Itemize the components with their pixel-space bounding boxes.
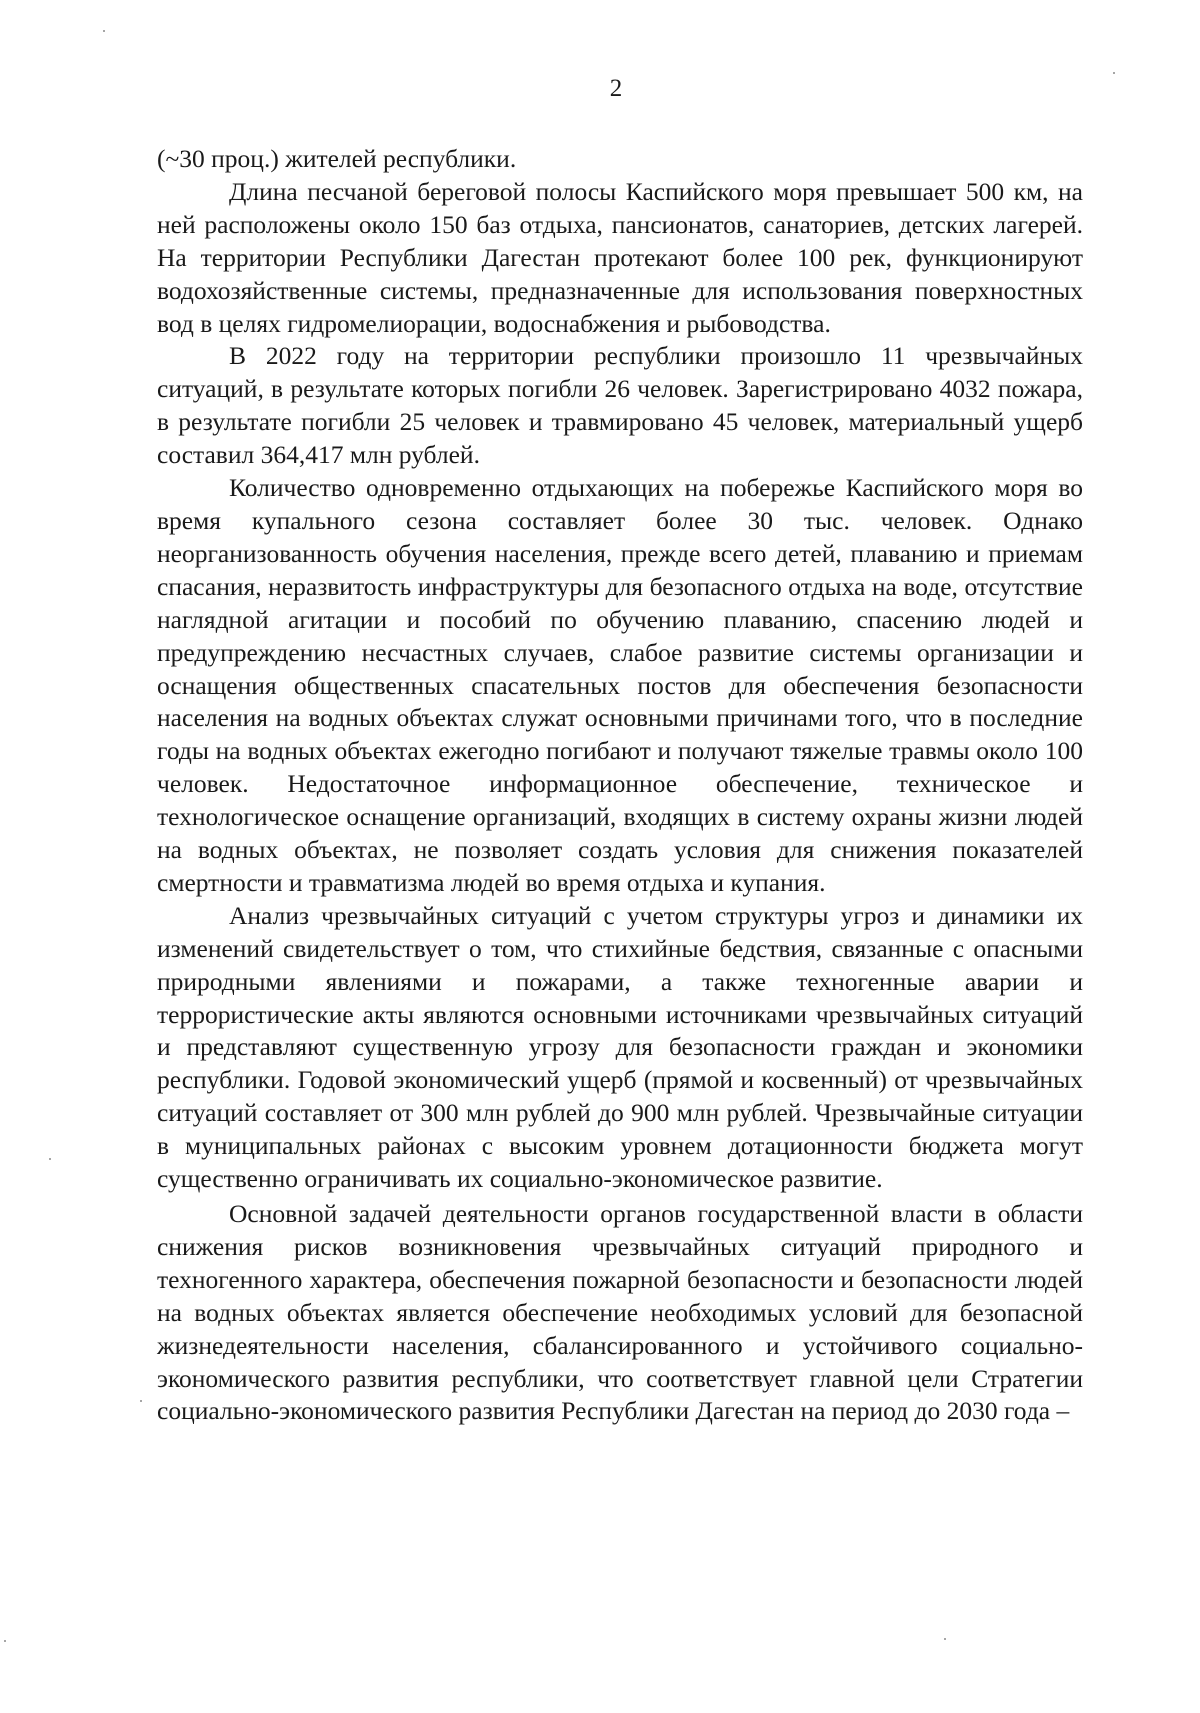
paragraph-main-task: Основной задачей деятельности органов государственной власти в области снижения рисков возникновения чрезвычайных ситуаций природного и техногенного характера, обеспечения пожарной безопасности и безопасности людей на водных объектах является обеспечение необходимых условий для безопасной жизнедеятельности населения, сбалансированного и устойчивого социально-экономического развития республики, что соответствует главной цели Стратегии социально-экономического развития Республики Дагестан на период до 2030 года – — [157, 1199, 1083, 1426]
paragraph-emergencies-2022: В 2022 году на территории республики произошло 11 чрезвычайных ситуаций, в результате которых погибли 26 человек. Зарегистрировано 4032 пожара, в результате погибли 25 человек и травмировано 45 человек, материальный ущерб составил 364,417 млн рублей. — [157, 341, 1083, 470]
scan-speck — [1113, 72, 1115, 74]
page-number: 2 — [609, 75, 623, 102]
scan-speck — [944, 1638, 946, 1640]
paragraph-continuation: (~30 проц.) жителей республики. — [157, 144, 517, 173]
scan-speck — [103, 30, 105, 32]
scan-speck — [49, 1158, 51, 1160]
document-body — [157, 143, 1083, 1428]
paragraph-threat-analysis: Анализ чрезвычайных ситуаций с учетом структуры угроз и динамики их изменений свидетельствует о том, что стихийные бедствия, связанные с опасными природными явлениями и пожарами, а также техногенные аварии и террористические акты являются основными источниками чрезвычайных ситуаций и представляют существенную угрозу для безопасности граждан и экономики республики. Годовой экономический ущерб (прямой и косвенный) от чрезвычайных ситуаций составляет от 300 млн рублей до 900 млн рублей. Чрезвычайные ситуации в муниципальных районах с высоким уровнем дотационности бюджета могут существенно ограничивать их социально-экономическое развитие. — [157, 900, 1083, 1194]
scan-speck — [4, 1640, 6, 1642]
paragraph-water-safety: Количество одновременно отдыхающих на побережье Каспийского моря во время купального сезона составляет более 30 тыс. человек. Однако неорганизованность обучения населения, прежде всего детей, плаванию и приемам спасания, неразвитость инфраструктуры для безопасного отдыха на воде, отсутствие наглядной агитации и пособий по обучению плаванию, спасению людей и предупреждению несчастных случаев, слабое развитие системы организации и оснащения общественных спасательных постов для обеспечения безопасности населения на водных объектах служат основными причинами того, что в последние годы на водных объектах ежегодно погибают и получают тяжелые травмы около 100 человек. Недостаточное информационное обеспечение, техническое и технологическое оснащение организаций, входящих в систему охраны жизни людей на водных объектах, не позволяет создать условия для снижения показателей смертности и травматизма людей во время отдыха и купания. — [157, 473, 1083, 897]
scan-speck — [140, 1400, 142, 1402]
paragraph-coastline: Длина песчаной береговой полосы Каспийского моря превышает 500 км, на ней расположены около 150 баз отдыха, пансионатов, санаториев, детских лагерей. На территории Республики Дагестан протекают более 100 рек, функционируют водохозяйственные системы, предназначенные для использования поверхностных вод в целях гидромелиорации, водоснабжения и рыбоводства. — [157, 176, 1083, 338]
